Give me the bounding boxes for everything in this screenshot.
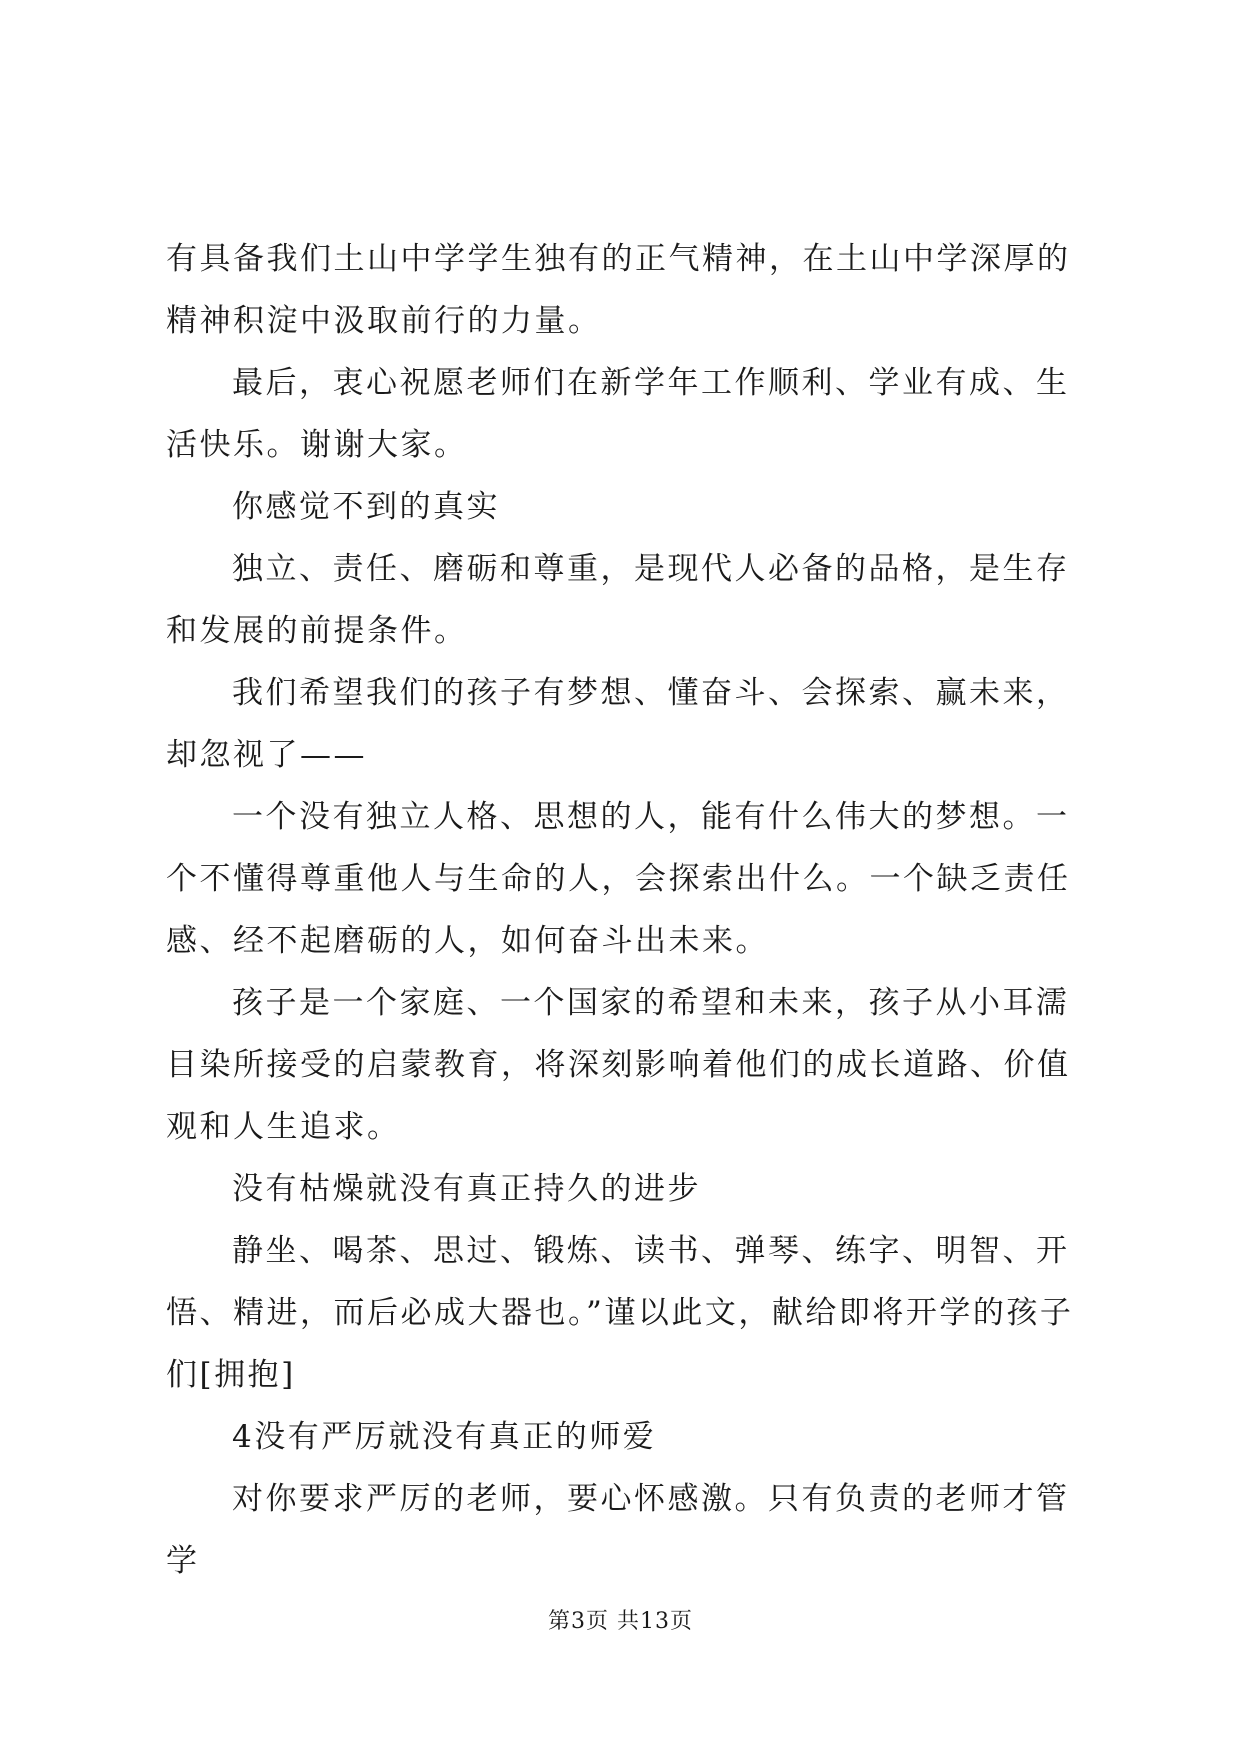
paragraph: 孩子是一个家庭、一个国家的希望和未来，孩子从小耳濡目染所接受的启蒙教育，将深刻影响着他们的成长道路、价值观和人生追求。 xyxy=(166,985,1071,1145)
paragraph: 一个没有独立人格、思想的人，能有什么伟大的梦想。一个不懂得尊重他人与生命的人，会探索出什么。一个缺乏责任感、经不起磨砺的人，如何奋斗出未来。 xyxy=(166,799,1071,959)
paragraph: 静坐、喝茶、思过、锻炼、读书、弹琴、练字、明智、开悟、精进，而后必成大器也。”谨以此文，献给即将开学的孩子们[拥抱] xyxy=(166,1233,1074,1393)
section-heading: 4没有严厉就没有真正的师爱 xyxy=(232,1419,657,1455)
paragraph: 对你要求严厉的老师，要心怀感激。只有负责的老师才管学 xyxy=(166,1481,1070,1579)
section-heading: 没有枯燥就没有真正持久的进步 xyxy=(232,1171,701,1207)
page-footer: 第3页 共13页 xyxy=(548,1609,693,1634)
section-heading: 你感觉不到的真实 xyxy=(232,489,500,525)
paragraph: 最后，衷心祝愿老师们在新学年工作顺利、学业有成、生活快乐。谢谢大家。 xyxy=(166,365,1070,463)
document-body xyxy=(166,228,1086,1592)
paragraph: 独立、责任、磨砺和尊重，是现代人必备的品格，是生存和发展的前提条件。 xyxy=(166,551,1070,649)
paragraph: 有具备我们土山中学学生独有的正气精神，在土山中学深厚的精神积淀中汲取前行的力量。 xyxy=(166,241,1071,339)
paragraph: 我们希望我们的孩子有梦想、懂奋斗、会探索、赢未来，却忽视了—— xyxy=(166,675,1070,773)
